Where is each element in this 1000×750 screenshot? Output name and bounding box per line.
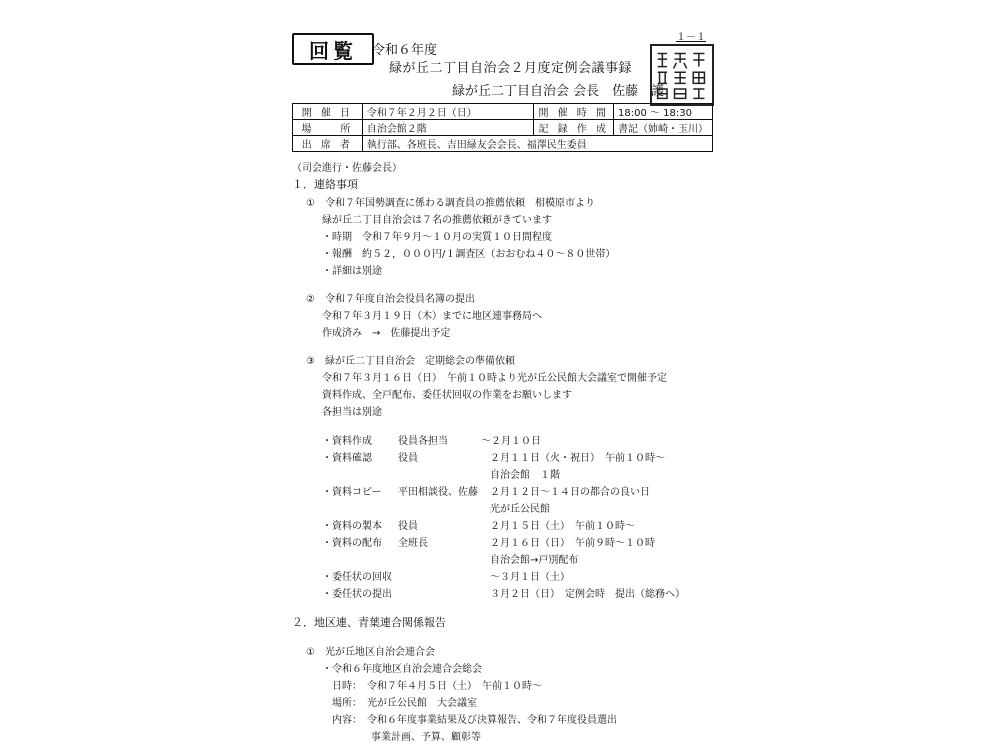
item-line: ・令和６年度地区自治会連合会総会 xyxy=(322,664,482,675)
table-row xyxy=(293,120,713,136)
recorder-label: 記 録 作 成 xyxy=(534,120,614,136)
item-line: ① 令和７年国勢調査に係わる調査員の推薦依頼 相模原市より xyxy=(306,198,595,209)
schedule-task: ・委任状の提出 xyxy=(322,589,392,600)
item-line: ・詳細は別途 xyxy=(322,266,382,277)
date-label: 開 催 日 xyxy=(293,104,363,120)
seal-graphic xyxy=(652,46,712,104)
place-label: 場 所 xyxy=(293,120,363,136)
schedule-when: ２月１１日（火・祝日） 午前１０時～ xyxy=(490,453,665,464)
document-title: 緑が丘二丁目自治会２月度定例会議事録 xyxy=(389,61,633,76)
item-line: 令和７年３月１９日（木）までに地区連事務局へ xyxy=(322,311,542,322)
schedule-who: 役員 xyxy=(398,521,418,532)
document-author: 緑が丘二丁目自治会 会長 佐藤 護 xyxy=(452,84,665,99)
item-line: 令和７年３月１６日（日） 午前１０時より光が丘公民館大会議室で開催予定 xyxy=(322,373,667,384)
recorder-value: 書記（姉崎・玉川） xyxy=(614,120,713,136)
item-line: 事業計画、予算、顧彰等 xyxy=(371,732,481,743)
schedule-who: 平田相談役、佐藤 xyxy=(398,487,478,498)
date-value: 令和７年２月２日（日） xyxy=(362,104,534,120)
schedule-extra: 光が丘公民館 xyxy=(490,504,550,515)
attendees-label: 出 席 者 xyxy=(293,136,363,152)
table-row xyxy=(293,136,713,152)
item-line: ・報酬 約５２，０００円/１調査区（おおむね４０～８０世帯） xyxy=(322,249,616,260)
chair-note: （司会進行・佐藤会長） xyxy=(292,163,402,174)
schedule-when: ～２月１０日 xyxy=(481,436,541,447)
item-line: ・時期 令和７年９月～１０月の実質１０日間程度 xyxy=(322,232,552,243)
schedule-who: 役員各担当 xyxy=(398,436,448,447)
schedule-task: ・資料コピー xyxy=(322,487,382,498)
schedule-when: ２月１２日～１４日の都合の良い日 xyxy=(490,487,650,498)
association-seal xyxy=(650,44,714,106)
schedule-who: 全班長 xyxy=(398,538,428,549)
schedule-extra: 自治会館 １階 xyxy=(490,470,560,481)
section-heading: ２．地区連、青葉連合関係報告 xyxy=(292,616,446,629)
schedule-task: ・資料の製本 xyxy=(322,521,382,532)
item-line: ② 令和７年度自治会役員名簿の提出 xyxy=(306,294,475,305)
circulation-stamp: 回覧 xyxy=(292,33,374,65)
schedule-task: ・資料確認 xyxy=(322,453,372,464)
item-line: 内容： 令和６年度事業結果及び決算報告、令和７年度役員選出 xyxy=(332,715,617,726)
schedule-when: ～３月１日（土） xyxy=(490,572,570,583)
time-label: 開 催 時 間 xyxy=(534,104,614,120)
attendees-value: 執行部、各班長、吉田緑友会会長、福澤民生委員 xyxy=(362,136,712,152)
item-line: 各担当は別途 xyxy=(322,407,382,418)
schedule-when: ２月１５日（土） 午前１０時～ xyxy=(490,521,635,532)
meeting-info-table xyxy=(292,103,713,152)
item-line: 作成済み → 佐藤提出予定 xyxy=(322,328,451,339)
schedule-when: ２月１６日（日） 午前９時～１０時 xyxy=(490,538,655,549)
time-value: 18:00 ～ 18:30 xyxy=(614,104,713,120)
place-value: 自治会館２階 xyxy=(362,120,534,136)
schedule-task: ・資料作成 xyxy=(322,436,372,447)
item-line: 日時： 令和７年４月５日（土） 午前１０時～ xyxy=(332,681,542,692)
schedule-task: ・資料の配布 xyxy=(322,538,382,549)
item-line: 資料作成、全戸配布、委任状回収の作業をお願いします xyxy=(322,390,572,401)
item-line: 緑が丘二丁目自治会は７名の推薦依頼がきています xyxy=(322,215,552,226)
table-row xyxy=(293,104,713,120)
item-line: 場所： 光が丘公民館 大会議室 xyxy=(332,698,477,709)
schedule-when: ３月２日（日） 定例会時 提出（総務へ） xyxy=(490,589,685,600)
schedule-task: ・委任状の回収 xyxy=(322,572,392,583)
schedule-extra: 自治会館→戸別配布 xyxy=(490,555,579,566)
fiscal-year: 令和６年度 xyxy=(372,43,438,58)
section-heading: １．連絡事項 xyxy=(292,178,358,191)
schedule-who: 役員 xyxy=(398,453,418,464)
item-line: ① 光が丘地区自治会連合会 xyxy=(306,647,435,658)
page-number: １－１ xyxy=(676,32,706,43)
item-line: ③ 緑が丘二丁目自治会 定期総会の準備依頼 xyxy=(306,356,515,367)
